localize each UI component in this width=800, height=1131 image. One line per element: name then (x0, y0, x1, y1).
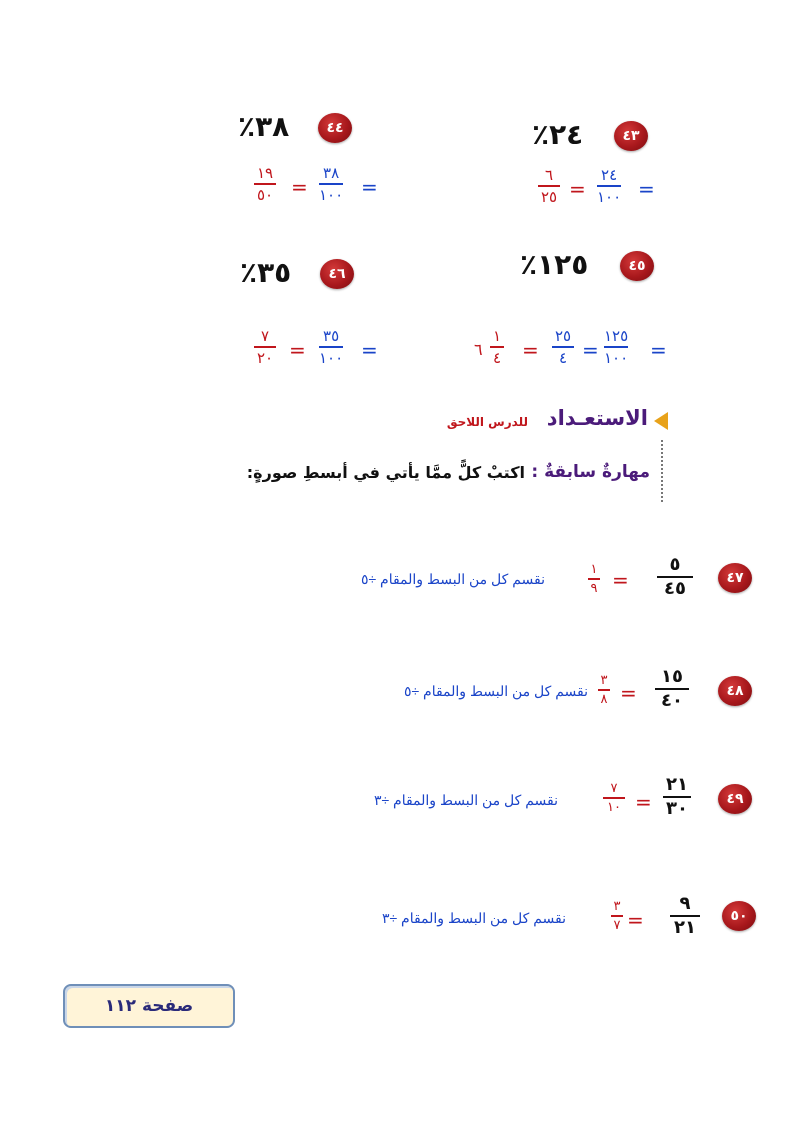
page-number: ١١٢ (104, 996, 136, 1016)
section-subtitle: للدرس اللاحق (446, 415, 528, 429)
equals-sign: = (638, 177, 655, 201)
equals-sign: = (289, 338, 306, 362)
numerator: ١٢٥ (604, 327, 629, 345)
denominator: ٤ (558, 348, 568, 367)
denominator: ٧ (613, 917, 621, 933)
dotted-divider (661, 440, 663, 502)
equals-sign: = (612, 568, 629, 592)
prior-skill-label: مهارةٌ سابقةٌ : (531, 462, 650, 482)
fraction-44-simplified (254, 164, 276, 204)
fraction-45-reduced (552, 327, 574, 367)
numerator: ٣ (600, 673, 608, 688)
numerator: ٢٤ (601, 166, 618, 184)
denominator: ٢٥ (540, 187, 558, 206)
exercise-number-badge-48: ٤٨ (718, 676, 752, 706)
numerator: ٢١ (666, 774, 688, 795)
numerator: ٥ (669, 554, 681, 575)
exercise-49-answer (603, 781, 625, 815)
instruction-text: اكتبْ كلًّ ممَّا يأتي في أبسطِ صورةٍ: (246, 463, 525, 482)
exercise-number-badge-49: ٤٩ (718, 784, 752, 814)
problem-number-badge-46: ٤٦ (320, 259, 354, 289)
exercise-49-given-fraction (663, 775, 691, 819)
numerator: ٦ (544, 166, 554, 184)
equals-sign: = (627, 908, 644, 932)
denominator: ٢١ (674, 917, 696, 938)
fraction-46-hundred (319, 327, 343, 367)
equals-sign: = (569, 177, 586, 201)
fraction-44-hundred (319, 164, 343, 204)
equals-sign: = (291, 175, 308, 199)
exercise-47-given-fraction (657, 555, 693, 599)
equals-sign: = (361, 338, 378, 362)
section-title: الاستعـداد (546, 406, 648, 430)
denominator: ١٠٠ (319, 185, 344, 204)
equals-sign: = (650, 338, 667, 362)
denominator: ١٠٠ (319, 348, 344, 367)
denominator: ٤ (492, 348, 502, 367)
numerator: ٣ (613, 899, 621, 914)
numerator: ٧ (260, 327, 270, 345)
percent-43: ٪٢٤ (532, 118, 584, 151)
numerator: ٢٥ (554, 327, 572, 345)
equals-sign: = (522, 338, 539, 362)
numerator: ٣٥ (323, 327, 340, 345)
denominator: ١٠٠ (597, 187, 622, 206)
problem-number-badge-43: ٤٣ (614, 121, 648, 151)
denominator: ٩ (590, 580, 598, 596)
fraction-43-hundred (597, 166, 621, 206)
denominator: ٨ (600, 691, 608, 707)
arrow-pointer-icon (654, 412, 668, 430)
page-label: صفحة (141, 996, 194, 1016)
equals-sign: = (635, 790, 652, 814)
numerator: ٣٨ (323, 164, 340, 182)
page-number-box (63, 984, 235, 1028)
equals-sign: = (361, 175, 378, 199)
denominator: ٤٠ (661, 690, 683, 711)
problem-number-badge-45: ٤٥ (620, 251, 654, 281)
exercise-50-answer (611, 899, 623, 933)
denominator: ٤٥ (664, 578, 686, 599)
exercise-47-note: نقسم كل من البسط والمقام ÷٥ (360, 571, 545, 587)
mixed-number-whole: ٦ (474, 340, 483, 359)
fraction-45-hundred (604, 327, 628, 367)
exercise-49-note: نقسم كل من البسط والمقام ÷٣ (373, 792, 558, 808)
exercise-50-given-fraction (670, 894, 700, 938)
percent-44: ٪٣٨ (238, 110, 290, 143)
exercise-47-answer (588, 562, 600, 596)
exercise-48-note: نقسم كل من البسط والمقام ÷٥ (403, 683, 588, 699)
numerator: ١ (492, 327, 502, 345)
exercise-48-answer (598, 673, 610, 707)
numerator: ١ (590, 562, 598, 577)
numerator: ٧ (610, 781, 618, 796)
denominator: ٣٠ (666, 798, 688, 819)
numerator: ٩ (679, 893, 691, 914)
fraction-43-simplified (538, 166, 560, 206)
percent-45: ٪١٢٥ (520, 248, 589, 281)
fraction-46-simplified (254, 327, 276, 367)
exercise-50-note: نقسم كل من البسط والمقام ÷٣ (381, 910, 566, 926)
numerator: ١٩ (256, 164, 274, 182)
mixed-number-fraction (490, 327, 504, 367)
exercise-number-badge-50: ٥٠ (722, 901, 756, 931)
denominator: ٥٠ (256, 185, 274, 204)
problem-number-badge-44: ٤٤ (318, 113, 352, 143)
equals-sign: = (620, 681, 637, 705)
denominator: ١٠٠ (604, 348, 629, 367)
exercise-48-given-fraction (655, 667, 689, 711)
equals-sign: = (582, 338, 599, 362)
exercise-number-badge-47: ٤٧ (718, 563, 752, 593)
percent-46: ٪٣٥ (240, 256, 292, 289)
numerator: ١٥ (661, 666, 683, 687)
denominator: ١٠ (607, 799, 621, 815)
denominator: ٢٠ (256, 348, 274, 367)
